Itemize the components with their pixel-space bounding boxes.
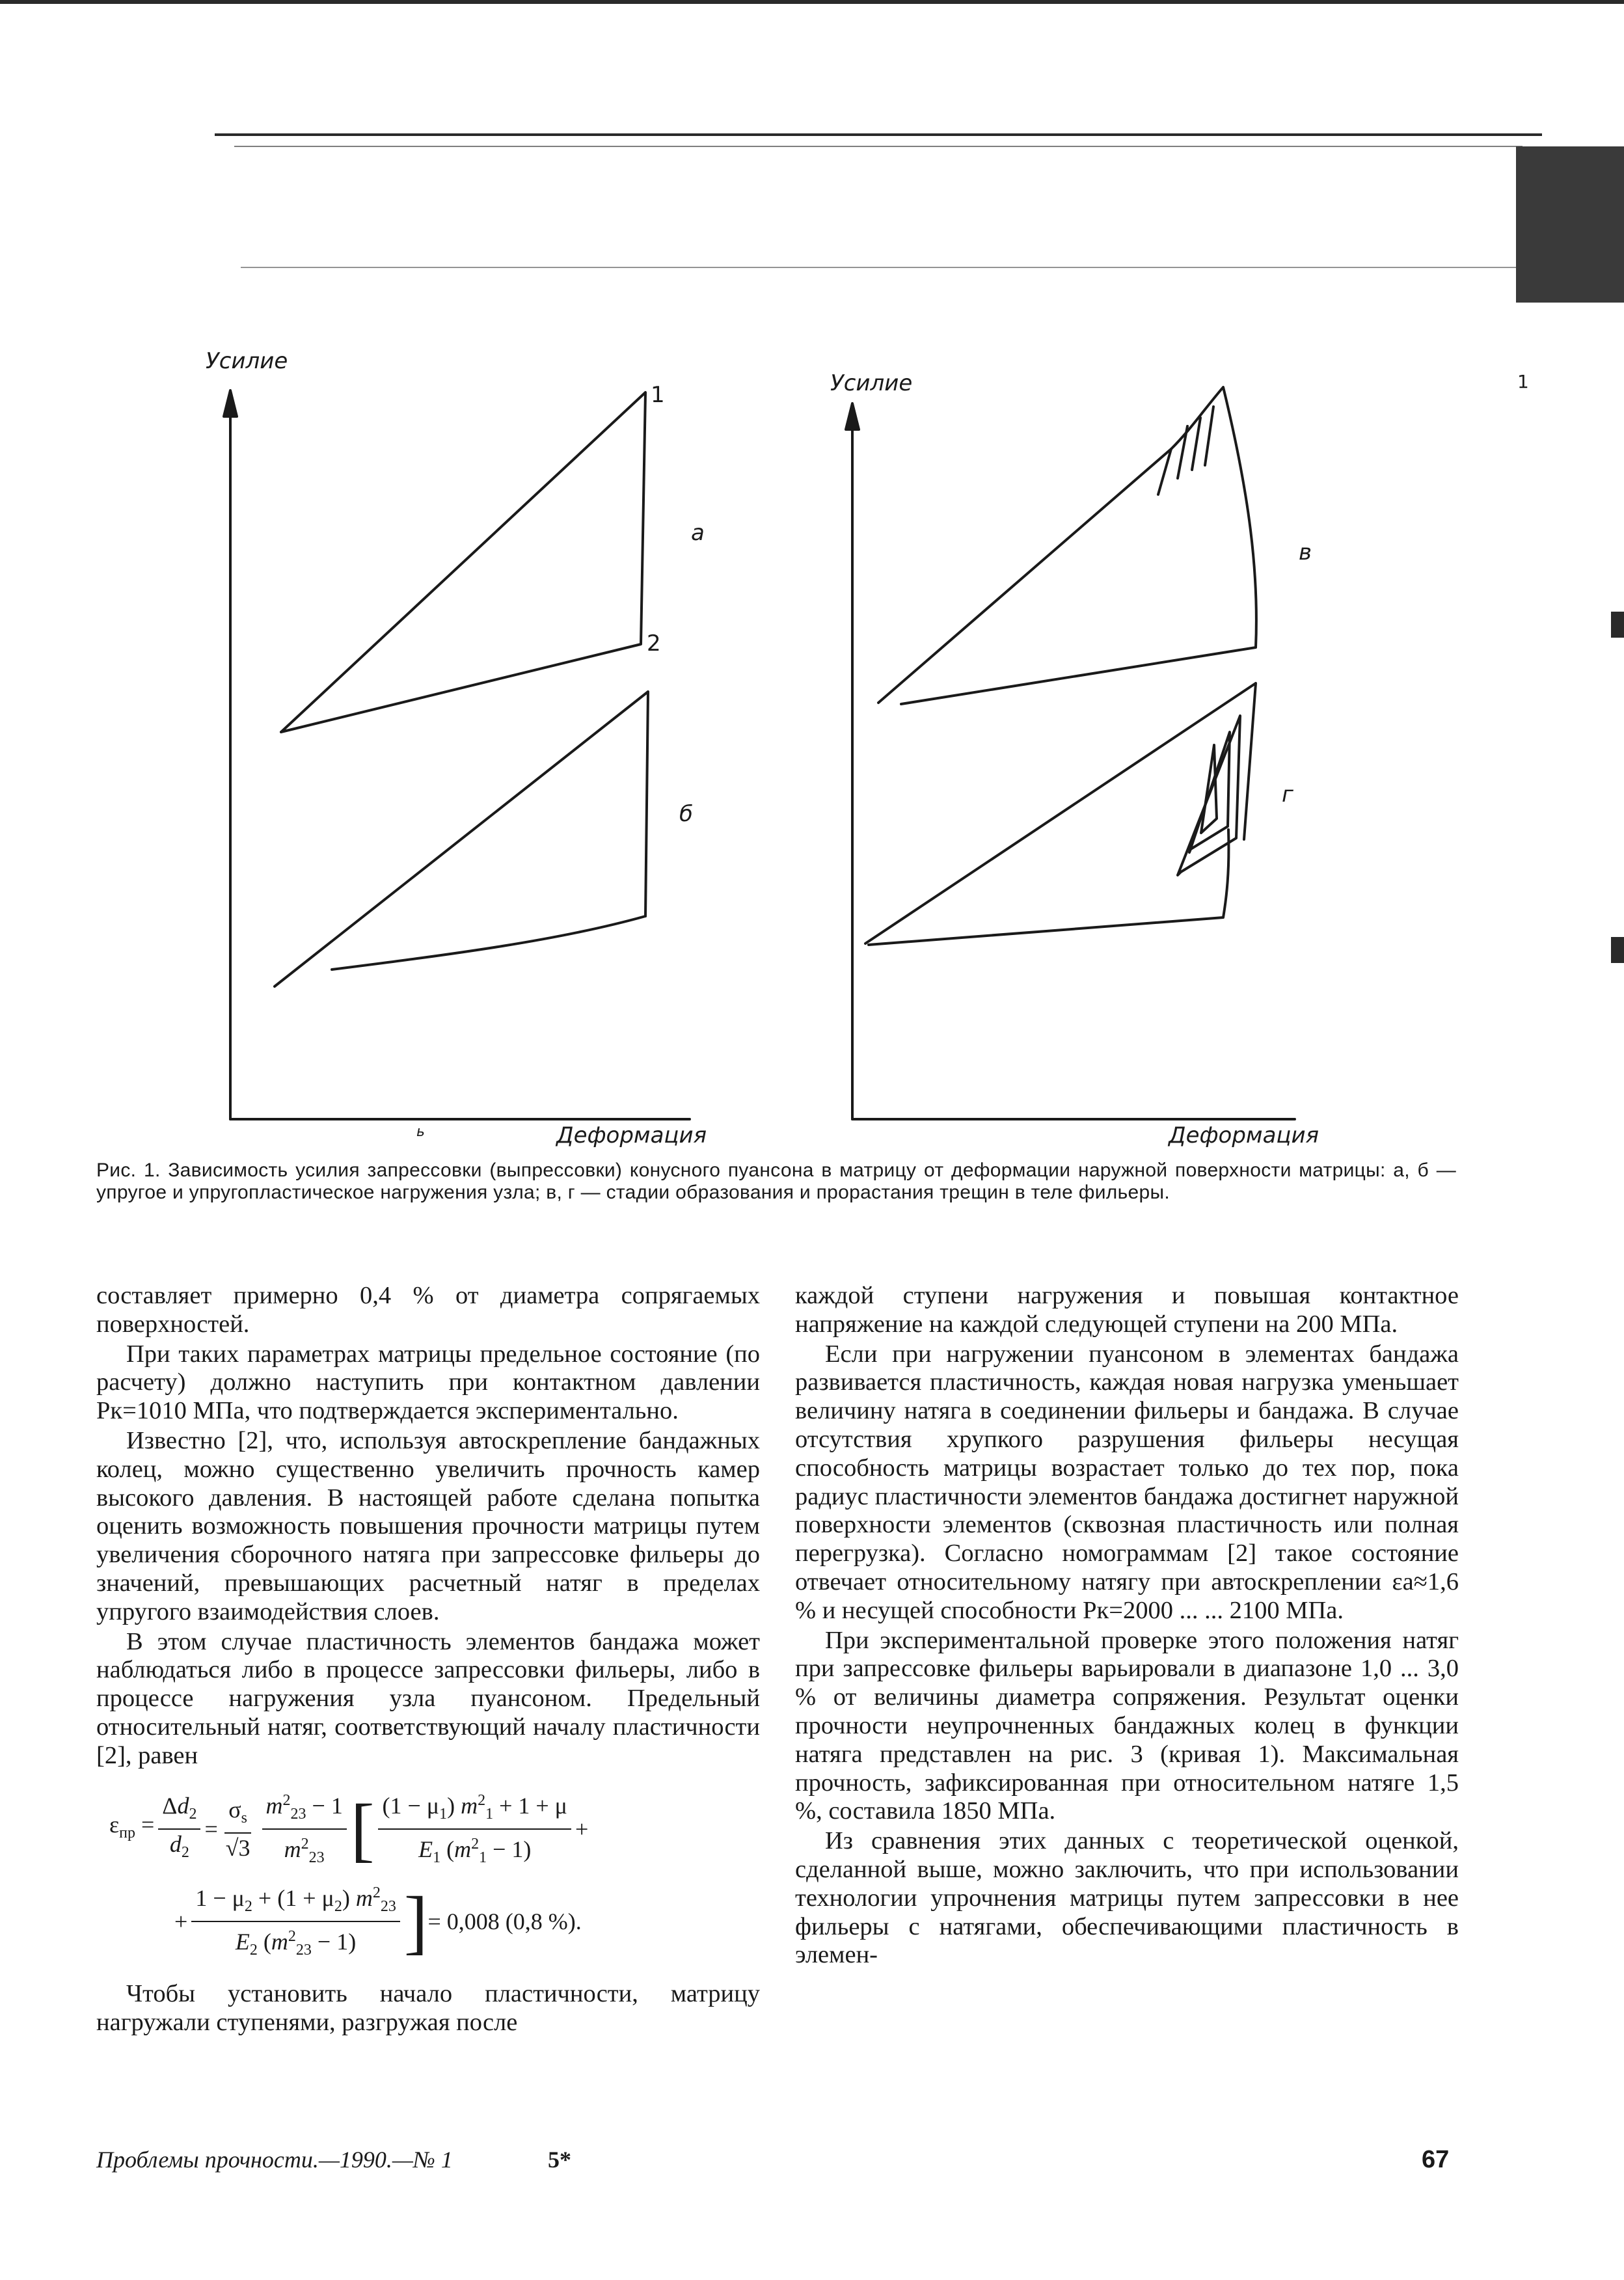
right-x-axis-label: Деформация xyxy=(1169,1122,1320,1148)
curve-b-loading xyxy=(275,692,648,986)
paragraph: Чтобы установить начало пластичности, матрицу нагружали ступенями, разгружая после xyxy=(96,1980,760,2037)
right-y-arrow xyxy=(846,403,859,429)
paragraph: При таких параметрах матрицы предельное состояние (по расчету) должно наступить при контактном давлении Pк=1010 МПа, что подтверждается экспериментально. xyxy=(96,1340,760,1425)
margin-mark: 1 xyxy=(1517,371,1529,392)
paragraph: При экспериментальной проверке этого положения натяг при запрессовке фильеры варьировали в диапазоне 1,0 ... 3,0 % от величины диаметра сопряжения. Результат оценки прочности неупрочненных бандажных колец в функции натяга представлен на рис. 3 (кривая 1). Максимальная прочность, зафиксированная при относительном натяге 1,5 %, составила 1850 МПа. xyxy=(795,1626,1459,1825)
curve-g-unloading xyxy=(869,830,1228,945)
left-y-axis-label: Усилие xyxy=(206,348,288,374)
curve-b-unloading xyxy=(332,916,645,970)
paragraph: В этом случае пластичность элементов бандажа может наблюдаться либо в процессе запрессовки фильеры, либо в процессе нагружения узла пуансоном. Предельный относительный натяг, соответствующий началу пластичности [2], равен xyxy=(96,1627,760,1769)
curve-a xyxy=(281,392,645,732)
curve-v-crack xyxy=(1205,407,1213,465)
label-a: а xyxy=(691,520,705,546)
stray-mark: ь xyxy=(416,1124,425,1140)
paragraph: составляет примерно 0,4 % от диаметра сопрягаемых поверхностей. xyxy=(96,1282,760,1338)
label-2: 2 xyxy=(647,631,661,657)
paragraph: каждой ступени нагружения и повышая контактное напряжение на каждой следующей ступени на 200 МПа. xyxy=(795,1282,1459,1338)
right-column xyxy=(795,1282,1459,1970)
label-b: б xyxy=(679,801,693,827)
paragraph: Если при нагружении пуансоном в элементах бандажа развивается пластичность, каждая новая нагрузка уменьшает величину натяга в соединении фильеры и бандажа. В случае отсутствия хрупкого разрушения фильеры несущая способность матрицы возрастает только до тех пор, пока радиус пластичности элементов бандажа достигнет наружной поверхности элементов (сквозная пластичность или полная перегрузка). Согласно номограммам [2] такое состояние отвечает относительному натягу при автоскреплении εa≈1,6 % и несущей способности Pк=2000 ... ... 2100 МПа. xyxy=(795,1340,1459,1624)
curve-g-loop-inner xyxy=(1201,745,1217,833)
signature-mark: 5* xyxy=(548,2147,571,2173)
paragraph: Из сравнения этих данных с теоретической оценкой, сделанной выше, можно заключить, что при использовании технологии упрочнения матрицы путем запрессовки в нее фильеры с натягами, обеспечивающими пластичность в элемен- xyxy=(795,1827,1459,1969)
left-y-arrow xyxy=(224,390,237,416)
label-g: г xyxy=(1282,781,1293,808)
figure-caption: Рис. 1. Зависимость усилия запрессовки (выпрессовки) конусного пуансона в матрицу от деформации наружной поверхности матрицы: а, б — упругое и упругопластическое нагружения узла; в, г — стадии образования и прорастания трещин в теле фильеры. xyxy=(96,1160,1456,1203)
label-v: в xyxy=(1299,539,1312,565)
curve-v-crack xyxy=(1178,426,1187,478)
formula-result: = 0,008 (0,8 %). xyxy=(427,1908,582,1935)
right-y-axis-label: Усилие xyxy=(830,370,913,396)
left-column xyxy=(96,1282,760,2037)
paragraph: Известно [2], что, используя автоскрепление бандажных колец, можно существенно увеличить прочность камер высокого давления. В настоящей работе сделана попытка оценить возможность повышения прочности матрицы путем увеличения сборочного натяга при запрессовке фильеры до значений, превышающих расчетный натяг в пределах упругого взаимодействия слоев. xyxy=(96,1426,760,1625)
left-x-axis-label: Деформация xyxy=(556,1122,707,1148)
curve-g xyxy=(865,683,1256,943)
curve-v xyxy=(878,387,1256,704)
journal-reference: Проблемы прочности.—1990.—№ 1 xyxy=(96,2147,453,2173)
label-1: 1 xyxy=(651,382,665,408)
page-number: 67 xyxy=(1422,2146,1450,2173)
formula-epsilon: $\varepsilon_{пр}$ = $\frac{\Delta d_2}{d_2}$ = $\frac{\sigma_s}{√3}$ $\frac{m^2_{23} - 1}{m^2_{23}}$ [ $\frac{(1 - \mu_1) m^2_1 + 1 + \mu}{E_1 (m^2_1 - 1)}$ + + $\frac{1 - \mu_2 + (1 + \mu_2) m^2_{23}}{E_2 (m^2_{23} - 1)}$ ] = 0,008 (0,8 %). xyxy=(96,1787,760,1964)
curve-g-loop-mid xyxy=(1189,732,1230,852)
